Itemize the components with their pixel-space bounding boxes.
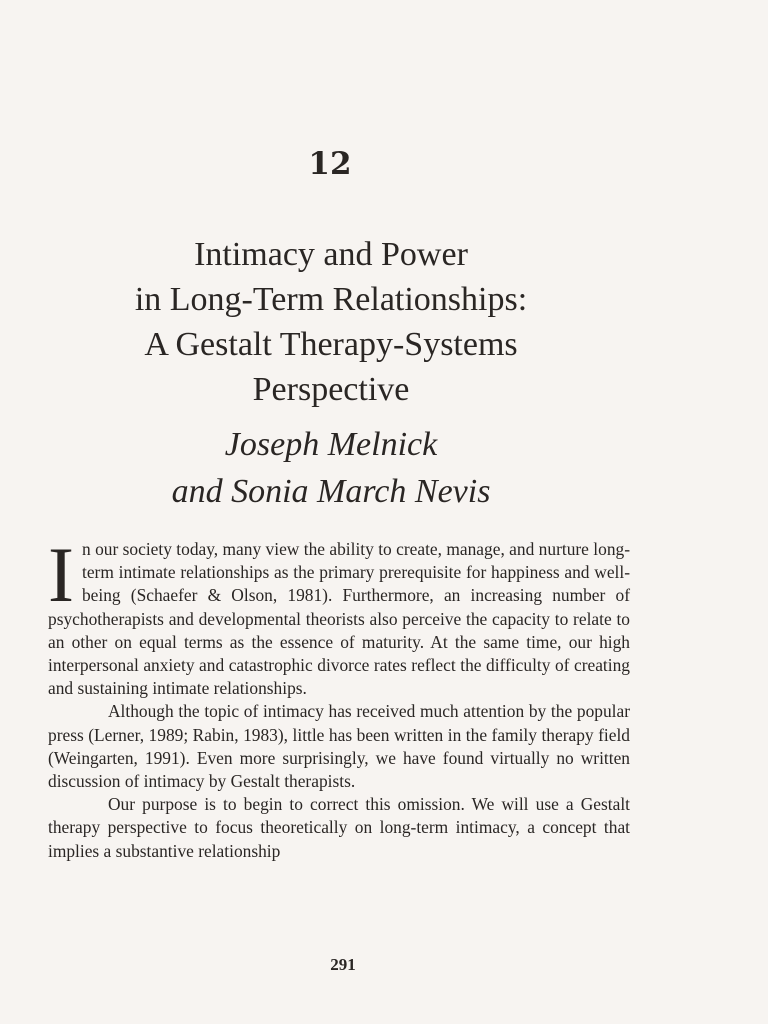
chapter-number: 12 [308,146,352,182]
title-line: in Long-Term Relationships: [134,281,528,318]
paragraph: Our purpose is to begin to correct this omission. We will use a Gestalt therapy perspective to focus theoretically on long-term intimacy, a concept that implies a substantive relationship [48,794,630,861]
paragraph-text: n our society today, many view the ability to create, manage, and nurture long-term intimate relationships as the primary prerequisite for happiness and well-being (Schaefer & Olson, 1981). Furthermore, an increasing number of psychotherapists and developmental theorists also perceive the capacity to relate to an other on equal terms as the essence of maturity. At the same time, our high interpersonal anxiety and catastrophic divorce rates reflect the difficulty of creating and sustaining intimate relationships. [48,539,630,699]
chapter-title [40,232,622,412]
body-text [48,531,630,863]
page-number: 291 [330,955,356,974]
author-line: Joseph Melnick [224,426,438,463]
paragraph: Although the topic of intimacy has received much attention by the popular press (Lerner, 1989; Rabin, 1983), little has been written in the family therapy field (Weingarten, 1991). Even more surprisingly, we have found virtually no written discussion of intimacy by Gestalt therapists. [48,701,630,792]
title-line: Perspective [252,371,410,408]
title-line: Intimacy and Power [194,236,468,273]
drop-cap: I [48,531,74,618]
title-line: A Gestalt Therapy-Systems [144,326,518,363]
chapter-authors [40,421,622,515]
paragraph [48,531,630,700]
author-line: and Sonia March Nevis [171,473,491,510]
